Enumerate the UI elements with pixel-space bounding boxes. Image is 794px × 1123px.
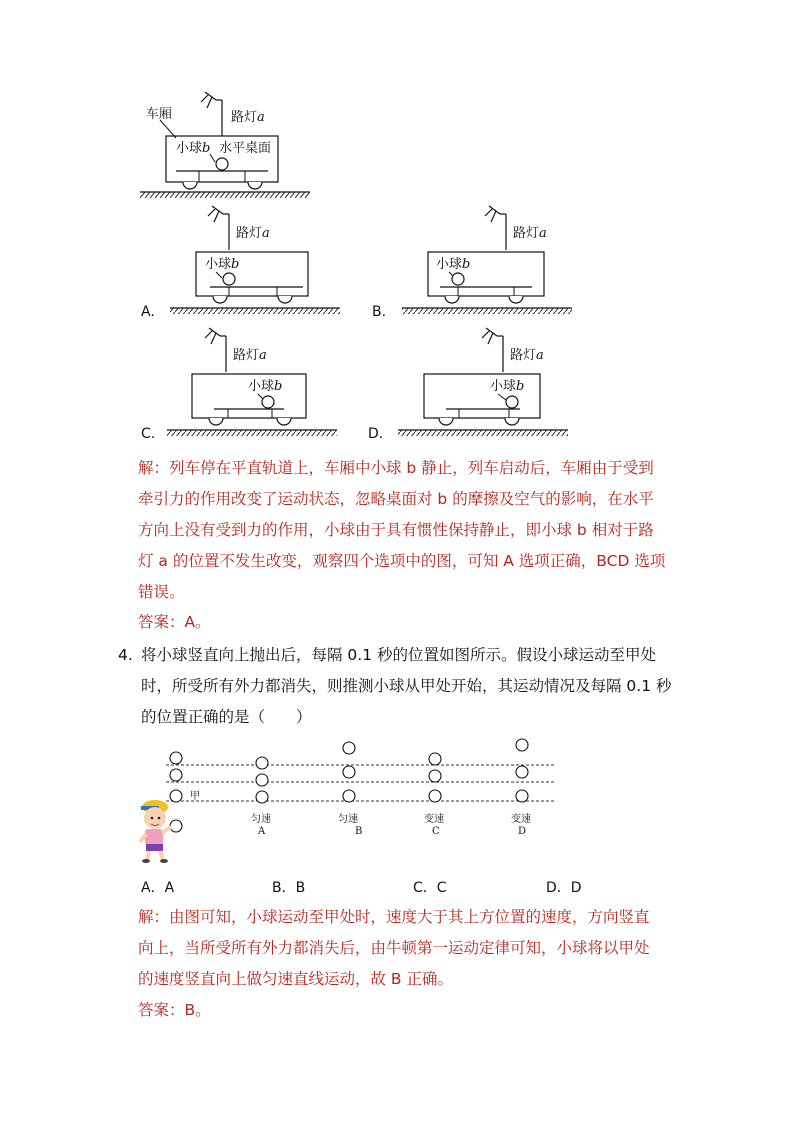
street-lamp-icon xyxy=(208,206,229,250)
q3-answer: 答案：A。 xyxy=(138,613,211,631)
solution-line: 解：由图可知，小球运动至甲处时，速度大于其上方位置的速度，方向竖直 xyxy=(138,908,650,926)
ball-icon xyxy=(223,273,235,285)
solution-line: 方向上没有受到力的作用，小球由于具有惯性保持静止，即小球 b 相对于路 xyxy=(138,521,654,539)
solution-line: 解：列车停在平直轨道上，车厢中小球 b 静止，列车启动后，车厢由于受到 xyxy=(138,459,654,477)
question-line: 时，所受所有外力都消失，则推测小球从甲处开始，其运动情况及每隔 0.1 秒 xyxy=(141,677,672,695)
svg-text:路灯a: 路灯a xyxy=(510,348,544,363)
table-label: 水平桌面 xyxy=(219,141,272,156)
svg-text:变速: 变速 xyxy=(511,814,531,825)
question-line: 的位置正确的是（ ） xyxy=(141,708,312,726)
ball-label: 小球b xyxy=(176,141,211,156)
solution-line: 灯 a 的位置不发生改变，观察四个选项中的图，可知 A 选项正确，BCD 选项 xyxy=(138,552,666,570)
lamp-label: 路灯a xyxy=(231,110,265,125)
solution-line: 的速度竖直向上做匀速直线运动，故 B 正确。 xyxy=(138,970,453,988)
svg-text:D: D xyxy=(518,826,527,837)
svg-text:路灯a: 路灯a xyxy=(233,348,267,363)
option-c-scene xyxy=(167,328,337,436)
q3-solution xyxy=(138,453,698,608)
svg-text:小球b: 小球b xyxy=(490,379,525,394)
svg-text:路灯a: 路灯a xyxy=(236,226,270,241)
ball-icon xyxy=(262,396,274,408)
figure-original-scene xyxy=(140,92,310,198)
option-b-scene xyxy=(402,206,572,314)
ball-icon xyxy=(216,158,228,170)
svg-text:小球b: 小球b xyxy=(248,379,283,394)
option-a-scene xyxy=(170,206,340,314)
svg-text:C: C xyxy=(432,826,440,837)
ball-icon xyxy=(506,396,518,408)
q4-option-b[interactable]: B．B xyxy=(272,880,306,896)
q4-solution xyxy=(138,902,698,995)
q4-option-c[interactable]: C．C xyxy=(413,880,447,896)
compartment-label: 车厢 xyxy=(146,107,173,122)
svg-text:变速: 变速 xyxy=(424,814,444,825)
svg-text:小球b: 小球b xyxy=(436,257,471,272)
ball-icon xyxy=(452,273,464,285)
jia-label: 甲 xyxy=(190,791,200,802)
q4-answer: 答案：B。 xyxy=(138,1001,211,1019)
option-c-letter[interactable]: C. xyxy=(141,426,156,442)
q4-option-d[interactable]: D．D xyxy=(546,880,582,896)
solution-line: 牵引力的作用改变了运动状态，忽略桌面对 b 的摩擦及空气的影响，在水平 xyxy=(138,490,654,508)
street-lamp-icon xyxy=(205,328,226,372)
wheel-icon xyxy=(248,182,262,189)
svg-text:A: A xyxy=(258,826,266,837)
svg-text:B: B xyxy=(355,826,363,837)
q4-stem xyxy=(141,640,701,733)
child-throwing-ball-icon xyxy=(140,800,171,863)
wheel-icon xyxy=(183,182,197,189)
option-d-letter[interactable]: D. xyxy=(368,426,384,442)
question-line: 将小球竖直向上抛出后，每隔 0.1 秒的位置如图所示。假设小球运动至甲处 xyxy=(141,646,657,664)
q4-ball-figure xyxy=(140,739,556,863)
street-lamp-icon xyxy=(485,206,506,250)
solution-line: 错误。 xyxy=(138,583,185,601)
option-d-scene xyxy=(398,328,568,436)
q4-number: 4. xyxy=(118,646,133,664)
street-lamp-icon xyxy=(482,328,503,372)
solution-line: 向上，当所受所有外力都消失后，由牛顿第一运动定律可知，小球将以甲处 xyxy=(138,939,650,957)
svg-text:匀速: 匀速 xyxy=(338,814,358,825)
street-lamp-icon xyxy=(201,92,222,136)
q4-option-a[interactable]: A．A xyxy=(141,880,175,896)
svg-text:匀速: 匀速 xyxy=(251,814,271,825)
option-a-letter[interactable]: A. xyxy=(141,304,155,320)
svg-text:路灯a: 路灯a xyxy=(513,226,547,241)
option-b-letter[interactable]: B. xyxy=(372,304,387,320)
svg-text:小球b: 小球b xyxy=(205,257,240,272)
track-ground xyxy=(140,192,310,198)
